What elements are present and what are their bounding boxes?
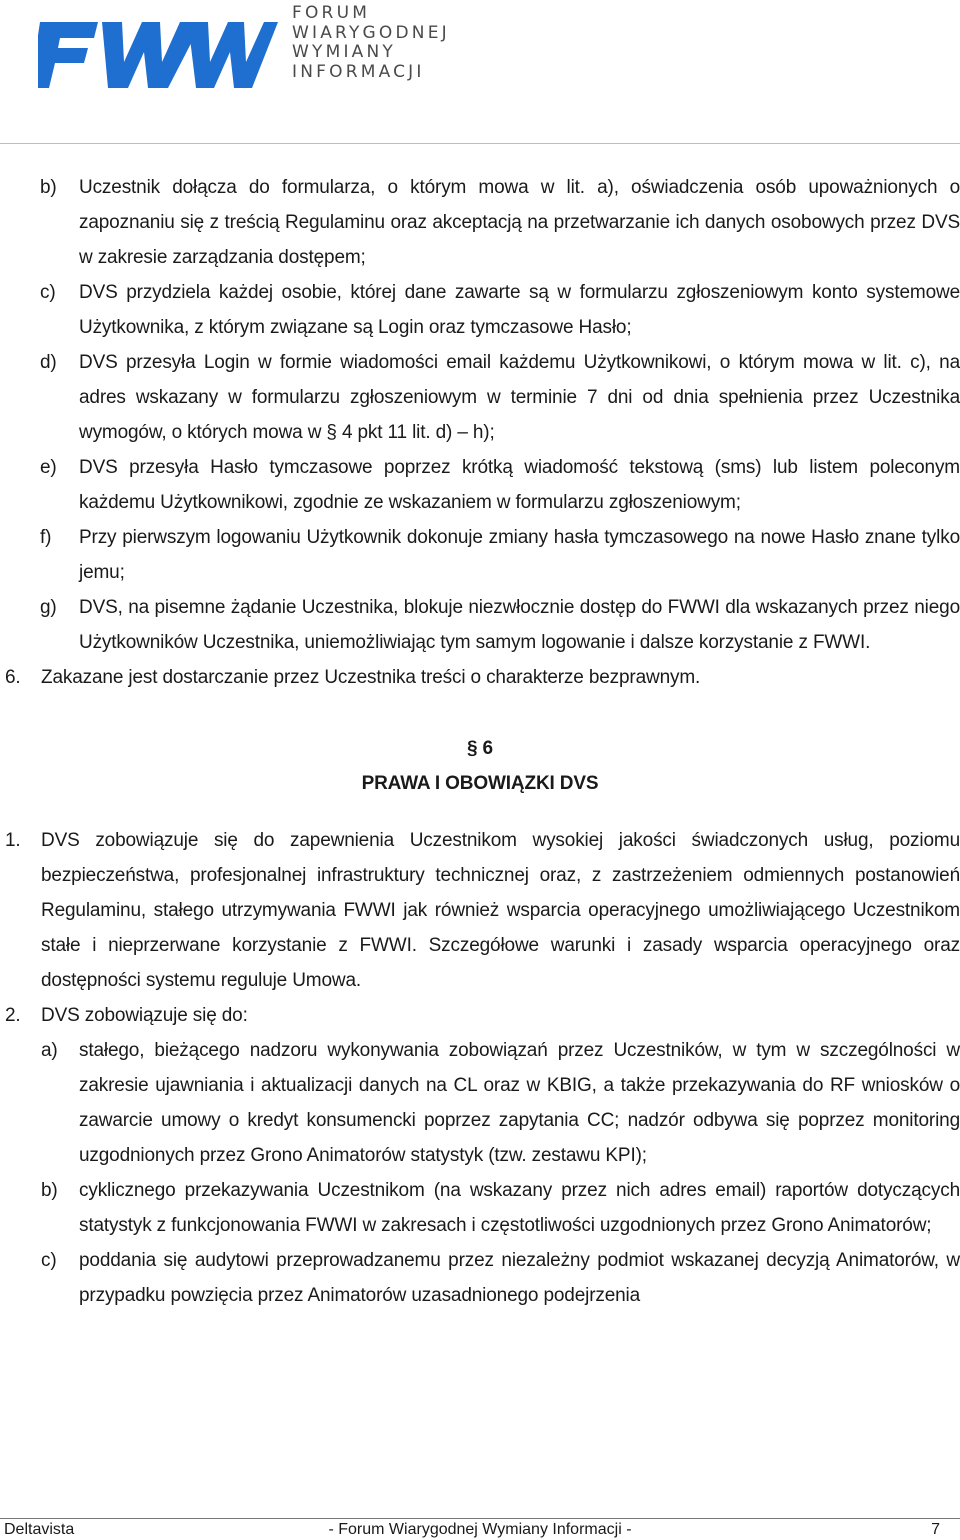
list-text: DVS przesyła Login w formie wiadomości email każdemu Użytkownikowi, o którym mowa w lit. c), na adres wskazany w formularzu zgłoszeniowym w terminie 7 dni od dnia spełnienia przez Uczestnika wymogów, o których mowa w § 4 pkt 11 lit. d) – h); [79,352,960,443]
footer-company: Deltavista [4,1521,75,1538]
list-item [0,450,960,520]
list-text: poddania się audytowi przeprowadzanemu przez niezależny podmiot wskazanej decyzją Animatorów, w przypadku powzięcia przez Animatorów uzasadnionego podejrzenia [79,1250,960,1306]
list-text: Zakazane jest dostarczanie przez Uczestnika treści o charakterze bezprawnym. [41,667,701,688]
list-text: Uczestnik dołącza do formularza, o którym mowa w lit. a), oświadczenia osób upoważnionych o zapoznaniu się z treścią Regulaminu oraz akceptacją na przetwarzanie ich danych osobowych przez DVS w zakresie zarządzania dostępem; [79,177,960,268]
list-text: Przy pierwszym logowaniu Użytkownik dokonuje zmiany hasła tymczasowego na nowe Hasło znane tylko jemu; [79,527,960,583]
list-marker: d) [40,352,57,373]
list-text: DVS, na pisemne żądanie Uczestnika, blokuje niezwłocznie dostęp do FWWI dla wskazanych przez niego Użytkowników Uczestnika, uniemożliwiając tym samym logowanie i dalsze korzystanie z FWWI. [79,597,960,653]
numbered-item [0,823,960,998]
list-marker: 6. [5,667,21,688]
list-marker: 1. [5,830,21,851]
header-divider [0,143,960,144]
page-footer [0,1519,960,1540]
logo-line: WIARYGODNEJ [292,22,450,43]
list-marker: 2. [5,1005,21,1026]
list-item [0,1173,960,1243]
list-item [0,590,960,660]
list-item [0,170,960,275]
numbered-item [0,660,960,695]
list-text: cyklicznego przekazywania Uczestnikom (na wskazany przez nich adres email) raportów dotyczących statystyk z funkcjonowania FWWI w zakresach i częstotliwości uzgodnionych przez Grono Animatorów; [79,1180,960,1236]
logo-wordmark [292,4,512,82]
list-marker: b) [40,177,57,198]
list-item [0,345,960,450]
list-text: DVS zobowiązuje się do: [41,1005,248,1026]
section-title: PRAWA I OBOWIĄZKI DVS [361,773,599,794]
list-marker: c) [40,282,56,303]
list-marker: a) [41,1040,58,1061]
document-body [0,170,960,1313]
list-marker: f) [40,527,52,548]
list-marker: c) [41,1250,57,1271]
section-number: § 6 [467,738,493,759]
page-number: 7 [931,1521,940,1538]
logo-line: WYMIANY [292,42,397,62]
list-text: stałego, bieżącego nadzoru wykonywania zobowiązań przez Uczestników, w tym w szczególności w zakresie ujawniania i aktualizacji danych na CL oraz w KBIG, a także przekazywania do RF wniosków o zawarcie umowy o kredyt konsumencki poprzez zapytania CC; nadzór odbywa się poprzez monitoring uzgodnionych przez Grono Animatorów statystyk (tzw. zestawu KPI); [79,1040,960,1166]
list-item [0,275,960,345]
logo-line: INFORMACJI [292,61,425,82]
logo-line: FORUM [292,3,371,23]
fwwi-logo-icon [38,10,278,90]
list-text: DVS przesyła Hasło tymczasowe poprzez krótką wiadomość tekstową (sms) lub listem poleconym każdemu Użytkownikowi, zgodnie ze wskazaniem w formularzu zgłoszeniowym; [79,457,960,513]
list-marker: g) [40,597,57,618]
list-text: DVS zobowiązuje się do zapewnienia Uczestnikom wysokiej jakości świadczonych usług, poziomu bezpieczeństwa, profesjonalnej infrastruktury technicznej oraz, z zastrzeżeniem odmiennych postanowień Regulaminu, stałego utrzymywania FWWI jak również wsparcia operacyjnego umożliwiającego Uczestnikom stałe i nieprzerwane korzystanie z FWWI. Szczegółowe warunki i zasady wsparcia operacyjnego oraz dostępności systemu reguluje Umowa. [41,830,960,991]
list-item [0,1033,960,1173]
list-item [0,520,960,590]
footer-title: - Forum Wiarygodnej Wymiany Informacji - [328,1521,632,1538]
numbered-item [0,998,960,1033]
page-header [0,0,960,145]
list-marker: e) [40,457,57,478]
list-marker: b) [41,1180,58,1201]
list-item [0,1243,960,1313]
list-text: DVS przydziela każdej osobie, której dane zawarte są w formularzu zgłoszeniowym konto systemowe Użytkownika, z którym związane są Login oraz tymczasowe Hasło; [79,282,960,338]
